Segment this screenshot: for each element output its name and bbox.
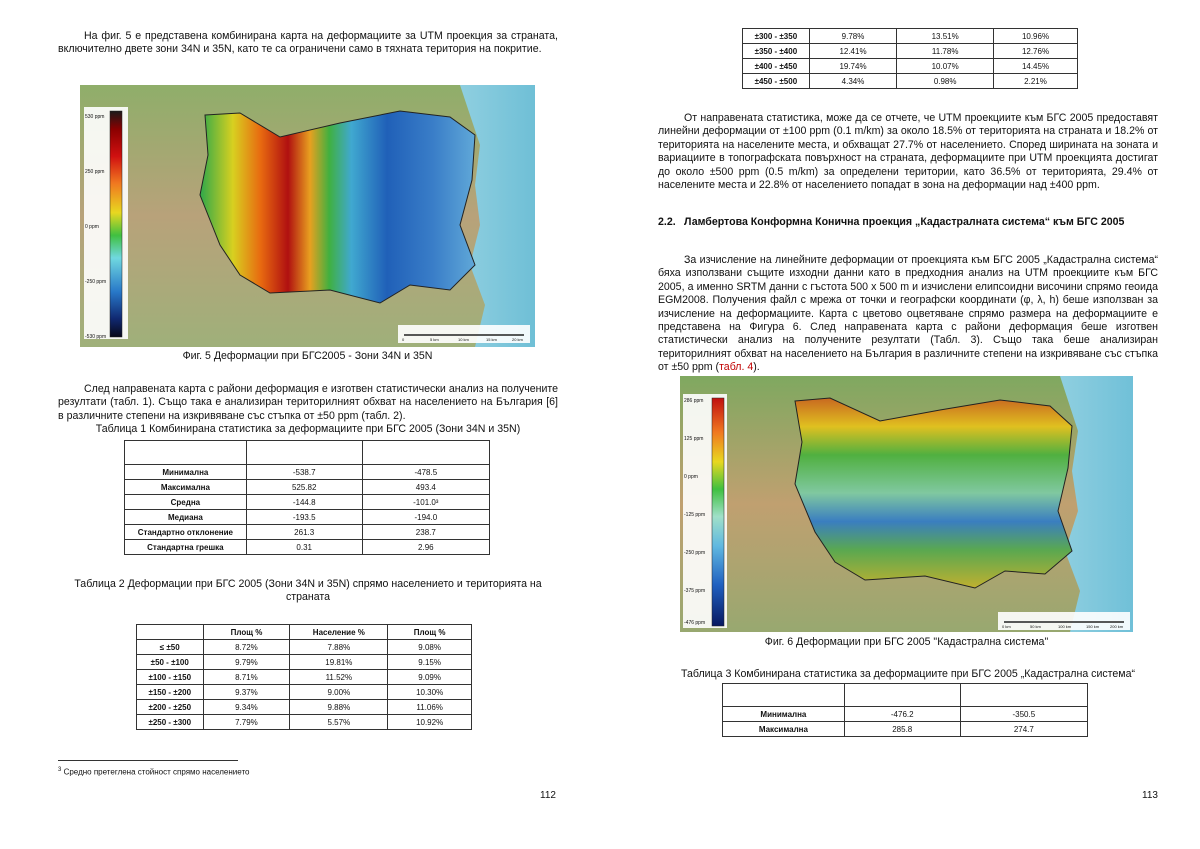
scale-label: 20 km [512, 337, 523, 342]
paragraph-lambert-method: За изчисление на линейните деформации от проекцията към БГС 2005 „Кадастрална система“ бяха използвани същите изходни данни като в предходния анализ на UTM проекциите към БГС 2005, а именно SRTM данни с гъстота 500 x 500 m и изчислени елипсоидни височини спрямо геоида EGM2008. Получения файл с мрежа от точки и географски координати (φ, λ, h) беше използван за изчисление на деформациите. Карта с цветово оцветяване спрямо размера на деформациите е представена на Фигура 6. След направената карта с райони деформация беше изготвен статистически анализ на получените резултати (Табл. 3). Също така беше анализиран територилният обхват на населението на България в различните степени на изкривяване със стъпка от ±50 ppm (табл. 4). [658, 254, 1158, 374]
legend-label: 0 ppm [684, 474, 698, 480]
table-3-title: Таблица 3 Комбинирана статистика за деформациите при БГС 2005 „Кадастрална система“ [680, 668, 1135, 680]
paragraph-analysis: След направената карта с райони деформация е изготвен статистически анализ на получените резултати (табл. 1). Също така е анализиран територилният обхват на населението на България [6] в различните степени на изкривяване със стъпка от ±50 ppm (табл. 2). [58, 383, 558, 422]
legend-label: 286 ppm [684, 398, 704, 404]
scale-label: 5 km [430, 337, 439, 342]
page-number: 112 [540, 790, 556, 801]
table-row: ±200 - ±250 9.34% 9.88% 11.06% [137, 700, 472, 715]
table-row: ±250 - ±300 7.79% 5.57% 10.92% [137, 715, 472, 730]
table-1 [124, 440, 490, 555]
legend-label: 250 ppm [85, 169, 105, 175]
table-row: ±450 - ±500 4.34% 0.98% 2.21% [743, 74, 1078, 89]
legend-label: 0 ppm [85, 224, 99, 230]
figure-5-caption: Фиг. 5 Деформации при БГС2005 - Зони 34N и 35N [182, 350, 433, 362]
legend-label: -250 ppm [684, 550, 706, 556]
table-2 [136, 624, 472, 730]
legend-label: 125 ppm [684, 436, 704, 442]
figure-5-map [80, 85, 535, 347]
paragraph-utm-statistics: От направената статистика, може да се отчете, че UTM проекциите към БГС 2005 предоставят линейни деформации от ±100 ppm (0.1 m/km) за около 18.5% от територията на страната и 18.2% от територията на населените места, и обхващат 27.7% от населението. Според ширината на зоната и вариациите в топографската повърхност на страната, деформациите при UTM проекцията достигат до около ±500 ppm (0.5 m/km) за определени територии, като 36.5% от територията, 29.4% от населените места и 22.8% от населението попадат в зона на деформации над ±400 ppm. [658, 112, 1158, 192]
footnote-divider [58, 760, 238, 761]
deformation-map-utm [80, 85, 535, 347]
table-row: Максимална 525.82 493.4 [125, 480, 490, 495]
table-3 [722, 683, 1088, 737]
table-row: ±150 - ±200 9.37% 9.00% 10.30% [137, 685, 472, 700]
table-row: ±50 - ±100 9.79% 19.81% 9.15% [137, 655, 472, 670]
scale-label: 0 [402, 337, 405, 342]
legend-label: -476 ppm [684, 620, 706, 626]
deformation-map-cadastral [680, 376, 1133, 632]
legend-label: 530 ppm [85, 114, 105, 120]
figure-6-map [680, 376, 1133, 632]
table-row: Минимална -538.7 -478.5 [125, 465, 490, 480]
table-row: Медиана -193.5 -194.0 [125, 510, 490, 525]
table-1-title: Таблица 1 Комбинирана статистика за деформациите при БГС 2005 (Зони 34N и 35N) [95, 423, 521, 435]
legend-label: -530 ppm [85, 334, 107, 340]
scale-label: 0 km [1002, 624, 1011, 629]
table-row: Стандартна грешка 0.31 2.96 [125, 540, 490, 555]
figure-6-caption: Фиг. 6 Деформации при БГС 2005 "Кадастрална система" [764, 636, 1049, 648]
scale-label: 10 km [458, 337, 469, 342]
table-2-continued [742, 28, 1078, 89]
scale-label: 150 km [1086, 624, 1100, 629]
legend-label: -250 ppm [85, 279, 107, 285]
scale-label: 15 km [486, 337, 497, 342]
table-header-row: Площ % Население % Площ % [137, 625, 472, 640]
table-row: Средна -144.8 -101.0³ [125, 495, 490, 510]
legend-label: -375 ppm [684, 588, 706, 594]
table-2-title: Таблица 2 Деформации при БГС 2005 (Зони 34N и 35N) спрямо населението и територията на страната [74, 578, 542, 604]
scale-label: 100 km [1058, 624, 1072, 629]
table-row: ≤ ±50 8.72% 7.88% 9.08% [137, 640, 472, 655]
table-row: ±300 - ±350 9.78% 13.51% 10.96% [743, 29, 1078, 44]
scale-label: 50 km [1030, 624, 1041, 629]
scale-label: 200 km [1110, 624, 1124, 629]
table-row: ±350 - ±400 12.41% 11.78% 12.76% [743, 44, 1078, 59]
page-right [600, 0, 1200, 849]
page-number: 113 [1142, 790, 1158, 801]
legend-label: -125 ppm [684, 512, 706, 518]
table-row: Минимална -476.2 -350.5 [723, 707, 1088, 722]
section-heading: 2.2. Ламбертова Конформна Конична проекция „Кадастралната система“ към БГС 2005 [658, 216, 1125, 228]
table-row: ±400 - ±450 19.74% 10.07% 14.45% [743, 59, 1078, 74]
paragraph-fig5-intro: На фиг. 5 е представена комбинирана карта на деформациите за UTM проекция за страната, включително двете зони 34N и 35N, като те са ограничени само в тяхната територия на покритие. [58, 30, 558, 56]
table-row: ±100 - ±150 8.71% 11.52% 9.09% [137, 670, 472, 685]
table-row: Стандартно отклонение 261.3 238.7 [125, 525, 490, 540]
table-row: Максимална 285.8 274.7 [723, 722, 1088, 737]
footnote: $^3$ Средно претеглена стойност спрямо населението [58, 767, 250, 777]
